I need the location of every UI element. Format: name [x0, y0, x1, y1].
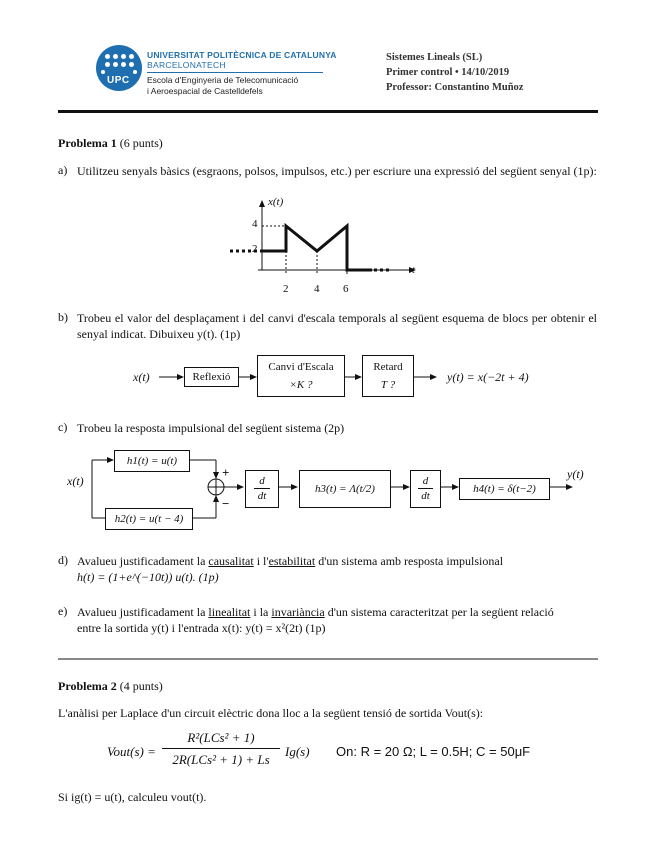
equation-denominator: 2R(LCs² + 1) + Ls — [172, 752, 270, 767]
problem2-intro: L'anàlisi per Laplace d'un circuit elèctric dona lloc a la següent tensió de sortida Vout(s): — [58, 706, 484, 720]
school-name-line2: i Aeroespacial de Castelldefels — [147, 86, 263, 96]
h2-block: h2(t) = u(t − 4) — [105, 508, 193, 530]
graph-ytick-4: 4 — [252, 218, 258, 230]
h1-block: h1(t) = u(t) — [114, 450, 190, 472]
header-divider — [147, 72, 323, 73]
university-subtitle: BARCELONATECH — [147, 60, 226, 70]
professor-name: Professor: Constantino Muñoz — [386, 82, 524, 93]
h4-block: h4(t) = δ(t−2) — [459, 478, 550, 500]
graph-ytick-2: 2 — [252, 243, 258, 255]
derivative-block-2: d dt — [410, 470, 441, 508]
question-a-letter: a) — [58, 163, 68, 177]
graph-ylabel: x(t) — [268, 196, 284, 208]
question-c-text: Trobeu la resposta impulsional del següent sistema (2p) — [77, 421, 345, 435]
graph-xtick-4: 4 — [314, 283, 320, 295]
problem2-question: Si ig(t) = u(t), calculeu vout(t). — [58, 790, 207, 804]
reflexio-block: Reflexió — [184, 367, 239, 387]
summer-plus-sign: + — [222, 465, 230, 480]
summer-minus-sign: − — [222, 496, 230, 511]
question-d-letter: d) — [58, 553, 68, 567]
retard-block: Retard T ? — [362, 355, 414, 397]
graph-xtick-2: 2 — [283, 283, 289, 295]
graph-xtick-6: 6 — [343, 283, 349, 295]
upc-logo — [96, 45, 142, 91]
question-d-text: Avalueu justificadament la causalitat i l'estabilitat d'un sistema amb resposta impulsional h(t) = (1+e^(−10t)) u(t). (1p) — [77, 554, 504, 584]
b-output-equation: y(t) = x(−2t + 4) — [447, 370, 529, 384]
exam-date: Primer control • 14/10/2019 — [386, 67, 510, 78]
header-rule — [58, 110, 598, 113]
course-name: Sistemes Lineals (SL) — [386, 52, 483, 63]
c-output-label: y(t) — [567, 467, 584, 481]
question-e-letter: e) — [58, 604, 68, 618]
c-input-label: x(t) — [67, 474, 84, 488]
equation-numerator: R²(LCs² + 1) — [162, 730, 280, 749]
logo-text: UPC — [107, 75, 130, 86]
equation-lhs: Vout(s) = — [107, 744, 156, 759]
problem1-title: Problema 1 (6 punts) — [58, 136, 163, 150]
university-name: UNIVERSITAT POLITÈCNICA DE CATALUNYA — [147, 50, 337, 60]
question-e-text: Avalueu justificadament la linealitat i la invariància d'un sistema caracteritzat per la següent relació entre la sortida y(t) i l'entrada x(t): y(t) = x²(2t) (1p) — [77, 605, 554, 635]
b-input-label: x(t) — [133, 370, 150, 384]
question-c-letter: c) — [58, 420, 68, 434]
canvi-escala-block: Canvi d'Escala ×K ? — [257, 355, 345, 397]
derivative-block-1: d dt — [245, 470, 279, 508]
problem2-title: Problema 2 (4 punts) — [58, 679, 163, 693]
graph-xlabel: t — [412, 264, 416, 276]
problem-separator — [58, 658, 598, 660]
equation-rhs: Ig(s) — [285, 744, 310, 759]
question-b-letter: b) — [58, 310, 68, 324]
question-a-text: Utilitzeu senyals bàsics (esgraons, polsos, impulsos, etc.) per escriure una expressió del següent senyal (1p): — [77, 164, 597, 178]
school-name-line1: Escola d'Enginyeria de Telecomunicació — [147, 75, 299, 85]
question-b-text: Trobeu el valor del desplaçament i del canvi d'escala temporals al següent esquema de blocs per obtenir el senyal indicat. Dibuixeu y(t). (1p) — [77, 311, 597, 341]
h3-block: h3(t) = Λ(t/2) — [299, 470, 391, 508]
circuit-parameters: On: R = 20 Ω; L = 0.5H; C = 50μF — [336, 744, 531, 759]
